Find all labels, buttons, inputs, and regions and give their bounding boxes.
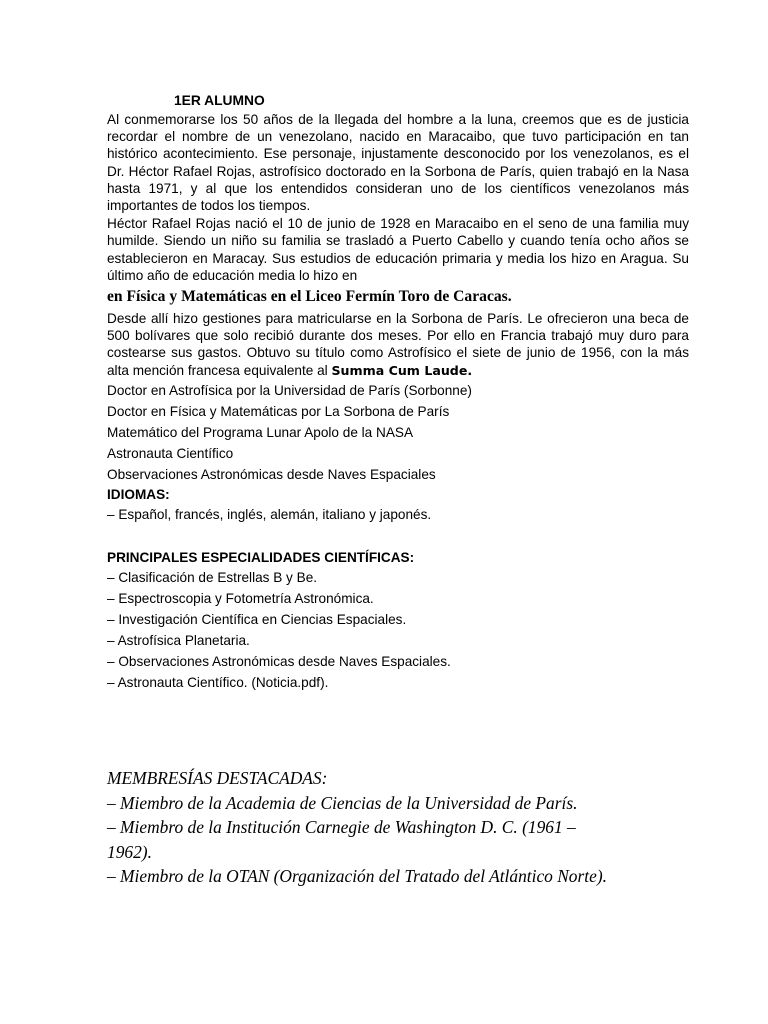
credentials-list <box>107 380 689 485</box>
specialty-item: – Clasificación de Estrellas B y Be. <box>107 569 318 585</box>
specialty-item: – Investigación Científica en Ciencias Espaciales. <box>107 611 407 627</box>
document-body <box>107 92 689 693</box>
document-title: 1ER ALUMNO <box>174 93 265 108</box>
specialty-item: – Espectroscopia y Fotometría Astronómica. <box>107 590 374 606</box>
biography-paragraph: Héctor Rafael Rojas nació el 10 de junio de 1928 en Maracaibo en el seno de una familia muy humilde. Siendo un niño su familia se trasladó a Puerto Cabello y cuando tenía ocho años se establecieron en Maracay. Sus estudios de educación primaria y media los hizo en Aragua. Su último año de educación media lo hizo en <box>107 216 689 283</box>
languages-list: – Español, francés, inglés, alemán, italiano y japonés. <box>107 506 432 522</box>
specialties-list <box>107 567 689 693</box>
memberships-section <box>107 766 707 889</box>
credential-item: Observaciones Astronómicas desde Naves Espaciales <box>107 466 436 482</box>
intro-paragraph: Al conmemorarse los 50 años de la llegada del hombre a la luna, creemos que es de justicia recordar el nombre de un venezolano, nacido en Maracaibo, que tuvo participación en tan histórico acontecimiento. Ese personaje, injustamente desconocido por los venezolanos, es el Dr. Héctor Rafael Rojas, astrofísico doctorado en la Sorbona de París, quien trabajó en la Nasa hasta 1971, y al que los entendidos consideran uno de los científicos venezolanos más importantes de todos los tiempos. <box>107 112 689 214</box>
specialty-item: – Astronauta Científico. (Noticia.pdf). <box>107 674 329 690</box>
specialty-item: – Astrofísica Planetaria. <box>107 632 250 648</box>
credential-item: Doctor en Física y Matemáticas por La Sorbona de París <box>107 403 450 419</box>
membership-item: – Miembro de la Institución Carnegie de Washington D. C. (1961 – <box>107 817 576 837</box>
credential-item: Doctor en Astrofísica por la Universidad de París (Sorbonne) <box>107 382 472 398</box>
specialties-heading: PRINCIPALES ESPECIALIDADES CIENTÍFICAS: <box>107 549 415 565</box>
specialty-item: – Observaciones Astronómicas desde Naves Espaciales. <box>107 653 451 669</box>
membership-item: 1962). <box>107 841 152 862</box>
memberships-heading: MEMBRESÍAS DESTACADAS: <box>107 768 328 788</box>
education-line: en Física y Matemáticas en el Liceo Fermín Toro de Caracas. <box>107 288 512 306</box>
membership-item: – Miembro de la OTAN (Organización del Tratado del Atlántico Norte). <box>107 866 607 886</box>
credential-item: Matemático del Programa Lunar Apolo de la NASA <box>107 424 414 440</box>
membership-item: – Miembro de la Academia de Ciencias de la Universidad de París. <box>107 792 578 813</box>
sorbonne-text: Desde allí hizo gestiones para matricularse en la Sorbona de París. Le ofrecieron una beca de 500 bolívares que solo recibió durante dos meses. Por ello en Francia trabajó muy duro para costearse sus gastos. Obtuvo su título como Astrofísico el siete de junio de 1956, con la más alta mención francesa equivalente al <box>107 311 689 378</box>
sorbonne-paragraph <box>107 310 689 379</box>
summa-cum-laude: Summa Cum Laude. <box>331 362 473 378</box>
credential-item: Astronauta Científico <box>107 445 234 461</box>
languages-heading: IDIOMAS: <box>107 486 170 502</box>
spacer <box>107 525 689 544</box>
